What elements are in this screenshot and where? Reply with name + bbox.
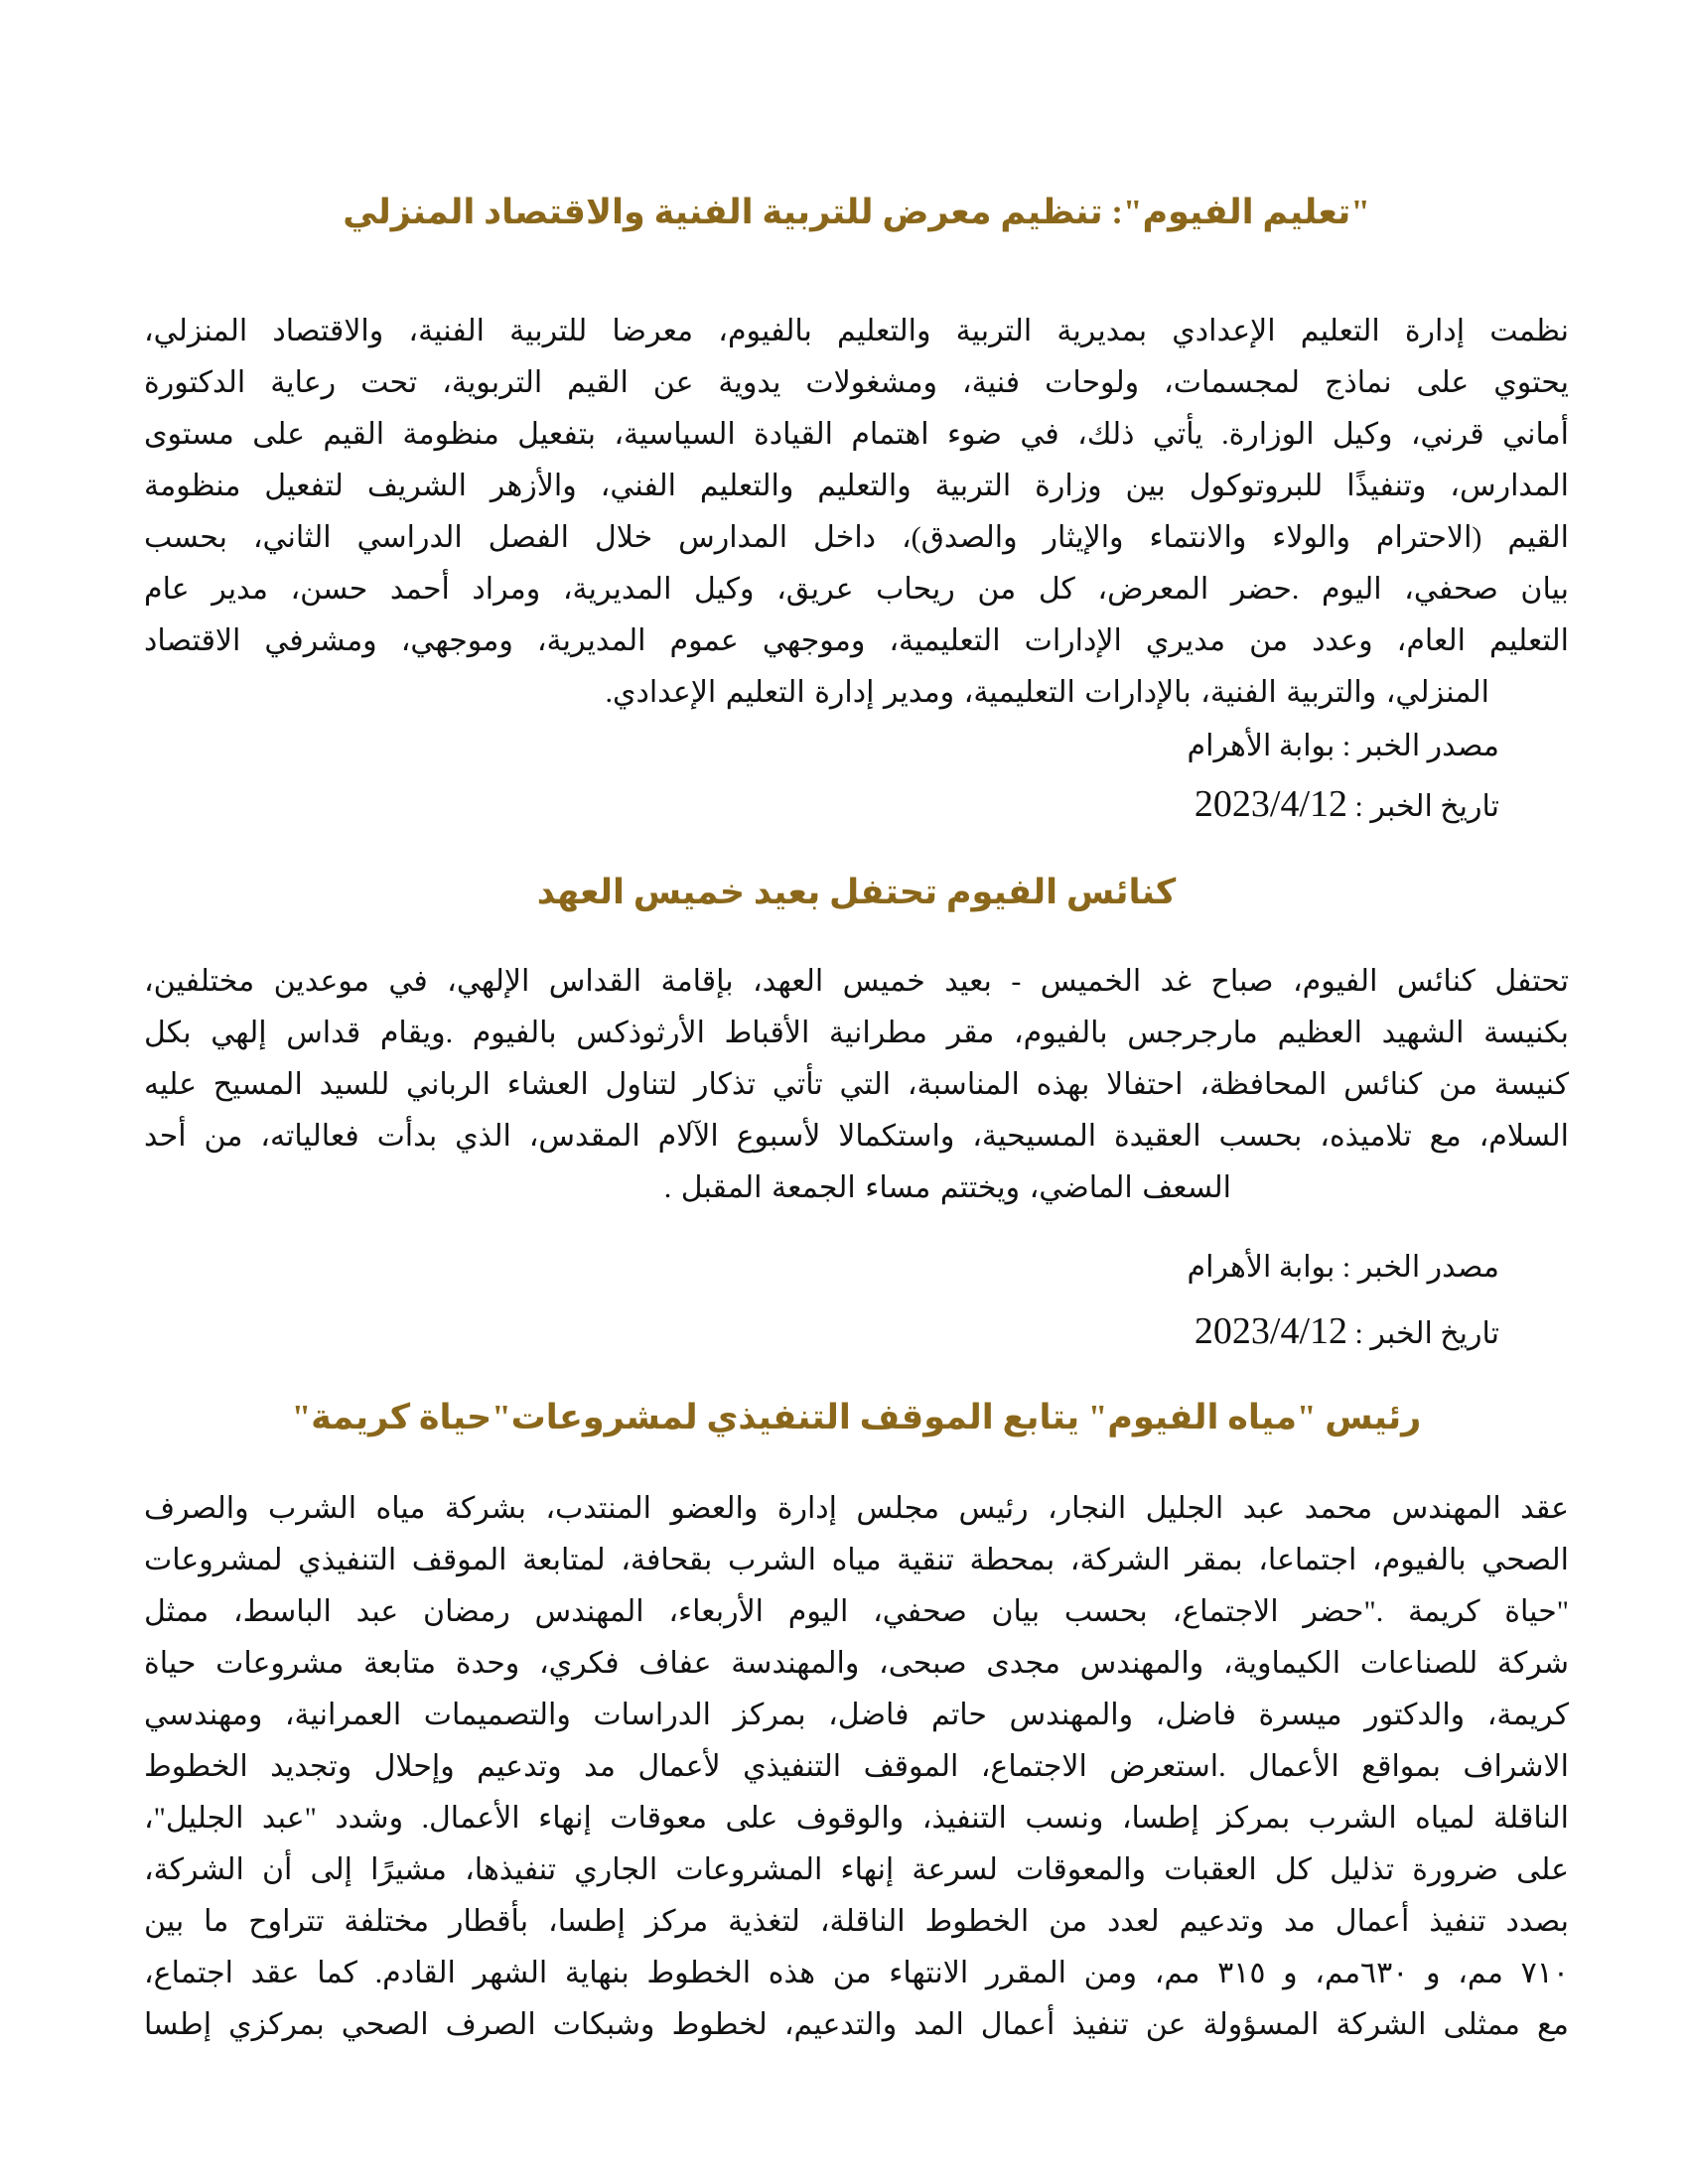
article-2-source-line xyxy=(144,1242,1569,1294)
date-value: 2023/4/12 xyxy=(1194,1310,1348,1352)
body-line: نظمت إدارة التعليم الإعدادي بمديرية التربية والتعليم بالفيوم، معرضا للتربية الفنية، والاقتصاد المنزلي، xyxy=(144,315,1569,347)
date-label: تاريخ الخبر : xyxy=(1354,790,1499,823)
body-line: كريمة، والدكتور ميسرة فاضل، والمهندس حاتم فاضل، بمركز الدراسات والتصميمات العمرانية، ومهندسي xyxy=(144,1699,1569,1731)
body-line: الصحي بالفيوم، اجتماعا، بمقر الشركة، بمحطة تنقية مياه الشرب بقحافة، لمتابعة الموقف التنفيذي لمشروعات xyxy=(144,1544,1569,1576)
body-line: بكنيسة الشهيد العظيم مارجرجس بالفيوم، مقر مطرانية الأقباط الأرثوذكس بالفيوم .ويقام قداس إلهي بكل xyxy=(144,1017,1569,1049)
body-line: "حياة كريمة ."حضر الاجتماع، بحسب بيان صحفي، اليوم الأربعاء، المهندس رمضان عبد الباسط، ممثل xyxy=(144,1595,1569,1628)
body-line: السلام، مع تلاميذه، بحسب العقيدة المسيحية، واستكمالا لأسبوع الآلام المقدس، الذي بدأت فعالياته، من أحد xyxy=(144,1120,1569,1153)
body-line: بيان صحفي، اليوم .حضر المعرض، كل من ريحاب عريق، وكيل المديرية، ومراد أحمد حسن، مدير عام xyxy=(144,573,1569,606)
body-line: بصدد تنفيذ أعمال مد وتدعيم لعدد من الخطوط الناقلة، لتغذية مركز إطسا، بأقطار مختلفة تتراوح ما بين xyxy=(144,1905,1569,1938)
body-line: المنزلي، والتربية الفنية، بالإدارات التعليمية، ومدير إدارة التعليم الإعدادي. xyxy=(605,676,1489,709)
article-3-body xyxy=(144,1483,1569,2051)
body-line: عقد المهندس محمد عبد الجليل النجار، رئيس مجلس إدارة والعضو المنتدب، بشركة مياه الشرب والصرف xyxy=(144,1492,1569,1525)
body-line: كنيسة من كنائس المحافظة، احتفالا بهذه المناسبة، التي تأتي تذكار لتناول العشاء الرباني للسيد المسيح عليه xyxy=(144,1068,1569,1101)
body-line: تحتفل كنائس الفيوم، صباح غد الخميس - بعيد خميس العهد، بإقامة القداس الإلهي، في موعدين مختلفين، xyxy=(144,965,1569,998)
body-line: المدارس، وتنفيذًا للبروتوكول بين وزارة التربية والتعليم والتعليم الفني، والأزهر الشريف لتفعيل منظومة xyxy=(144,470,1569,502)
body-line: السعف الماضي، ويختتم مساء الجمعة المقبل . xyxy=(663,1171,1231,1204)
body-line: القيم (الاحترام والولاء والانتماء والإيثار والصدق)، داخل المدارس خلال الفصل الدراسي الثاني، بحسب xyxy=(144,521,1569,554)
body-line: على ضرورة تذليل كل العقبات والمعوقات لسرعة إنهاء المشروعات الجاري تنفيذها، مشيرًا إلى أن الشركة، xyxy=(144,1853,1569,1886)
article-1-date-line xyxy=(144,778,1569,833)
body-line: أماني قرني، وكيل الوزارة. يأتي ذلك، في ضوء اهتمام القيادة السياسية، بتفعيل منظومة القيم على مستوى xyxy=(144,418,1569,451)
date-value: 2023/4/12 xyxy=(1194,783,1348,825)
body-line: التعليم العام، وعدد من مديري الإدارات التعليمية، وموجهي عموم المديرية، وموجهي، ومشرفي الاقتصاد xyxy=(144,624,1569,657)
article-1-title: "تعليم الفيوم": تنظيم معرض للتربية الفنية والاقتصاد المنزلي xyxy=(343,193,1370,231)
source-text: مصدر الخبر : بوابة الأهرام xyxy=(1187,730,1499,762)
article-2-title: كنائس الفيوم تحتفل بعيد خميس العهد xyxy=(536,873,1177,911)
body-line: شركة للصناعات الكيماوية، والمهندس مجدى صبحى، والمهندسة عفاف فكري، وحدة متابعة مشروعات حياة xyxy=(144,1647,1569,1680)
article-2-date-line xyxy=(144,1305,1569,1360)
article-1-body xyxy=(144,306,1569,719)
body-line: ٧١٠ مم، و ٦٣٠مم، و ٣١٥ مم، ومن المقرر الانتهاء من هذه الخطوط بنهاية الشهر القادم. كما عقد اجتماع، xyxy=(144,1957,1569,1989)
article-1-source-line xyxy=(144,721,1569,772)
article-3-title: رئيس "مياه الفيوم" يتابع الموقف التنفيذي لمشروعات"حياة كريمة" xyxy=(291,1398,1422,1436)
article-2-body xyxy=(144,956,1569,1214)
body-line: الناقلة لمياه الشرب بمركز إطسا، ونسب التنفيذ، والوقوف على معوقات إنهاء الأعمال. وشدد "عبد الجليل"، xyxy=(144,1802,1569,1835)
source-text: مصدر الخبر : بوابة الأهرام xyxy=(1187,1251,1499,1284)
body-line: الاشراف بمواقع الأعمال .استعرض الاجتماع، الموقف التنفيذي لأعمال مد وتدعيم وإحلال وتجديد الخطوط xyxy=(144,1750,1569,1783)
body-line: مع ممثلى الشركة المسؤولة عن تنفيذ أعمال المد والتدعيم، لخطوط وشبكات الصرف الصحي بمركزي إطسا xyxy=(144,2008,1569,2041)
body-line: يحتوي على نماذج لمجسمات، ولوحات فنية، ومشغولات يدوية عن القيم التربوية، تحت رعاية الدكتورة xyxy=(144,366,1569,399)
date-label: تاريخ الخبر : xyxy=(1354,1317,1499,1350)
